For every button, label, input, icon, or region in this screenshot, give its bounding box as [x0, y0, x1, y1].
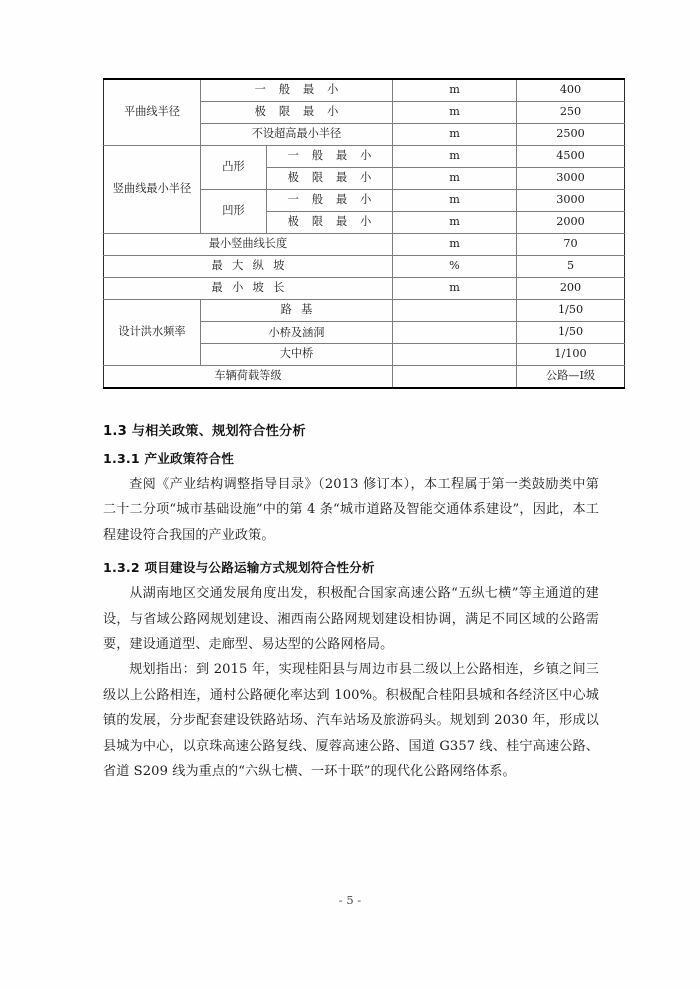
cell-value: 250: [517, 102, 625, 124]
table-row: [104, 256, 625, 278]
cell-category: 平曲线半径: [104, 79, 201, 146]
cell-value: 5: [517, 256, 625, 278]
cell-value: 2500: [517, 124, 625, 146]
cell-unit: [393, 344, 517, 366]
cell-unit: %: [393, 256, 517, 278]
paragraph-plan-details: 规划指出：到 2015 年，实现桂阳县与周边市县二级以上公路相连，乡镇之间三级以上公路相连，通村公路硬化率达到 100%。积极配合桂阳县城和各经济区中心城镇的发展，分步配套建设铁路站场、汽车站场及旅游码头。规划到 2030 年，形成以县城为中心，以京珠高速公路复线、厦蓉高速公路、国道 G357 线、桂宁高速公路、省道 S209 线为重点的“六纵七横、一环十联”的现代化公路网络体系。: [103, 662, 599, 780]
cell-unit: m: [393, 190, 517, 212]
cell-value: 400: [517, 79, 625, 102]
cell-subitem-text: 极 限 最 小: [254, 105, 344, 119]
cell-category: [104, 278, 393, 300]
cell-subitem-text: 一 般 最 小: [254, 83, 344, 97]
road-design-spec-table: [103, 78, 625, 389]
cell-subitem: 大中桥: [201, 344, 393, 366]
cell-value: 3000: [517, 168, 625, 190]
cell-value: 1/50: [517, 322, 625, 344]
section-heading-1-3-2: 1.3.2 项目建设与公路运输方式规划符合性分析: [103, 560, 375, 576]
cell-subcategory: 凹形: [201, 190, 267, 234]
section-heading-1-3-1: 1.3.1 产业政策符合性: [103, 451, 234, 466]
cell-unit: [393, 366, 517, 389]
cell-unit: m: [393, 278, 517, 300]
cell-category: 最小竖曲线长度: [104, 234, 393, 256]
paragraph-transport-planning: 从湖南地区交通发展角度出发，积极配合国家高速公路“五纵七横”等主通道的建设，与省域公路网规划建设、湘西南公路网规划建设相协调，满足不同区域的公路需要，建设通道型、走廊型、易达型的公路网格局。: [103, 586, 599, 653]
page-number-footer: - 5 -: [338, 893, 362, 907]
cell-value: 200: [517, 278, 625, 300]
cell-unit: m: [393, 168, 517, 190]
cell-unit: m: [393, 79, 517, 102]
table-row: [104, 300, 625, 322]
cell-unit: [393, 322, 517, 344]
cell-value: 公路—Ⅰ级: [517, 366, 625, 389]
cell-category-text: 最 小 坡 长: [211, 281, 288, 295]
table-row: [104, 79, 625, 102]
cell-unit: m: [393, 234, 517, 256]
cell-category: 车辆荷载等级: [104, 366, 393, 389]
cell-category: 设计洪水频率: [104, 300, 201, 366]
cell-subitem-text: 路 基: [280, 303, 316, 317]
table-row: [104, 366, 625, 389]
cell-value: 2000: [517, 212, 625, 234]
cell-subitem: [201, 79, 393, 102]
cell-subitem: [267, 168, 393, 190]
cell-unit: [393, 300, 517, 322]
table-row: [104, 234, 625, 256]
cell-value: 70: [517, 234, 625, 256]
cell-unit: m: [393, 124, 517, 146]
cell-category-text: 最 大 纵 坡: [211, 259, 288, 273]
cell-category: 竖曲线最小半径: [104, 146, 201, 234]
cell-subitem: [267, 146, 393, 168]
road-design-spec-table-container: [103, 78, 598, 389]
cell-subitem: 不设超高最小半径: [201, 124, 393, 146]
cell-unit: m: [393, 212, 517, 234]
cell-unit: m: [393, 102, 517, 124]
cell-subitem-text: 一 般 最 小: [287, 149, 377, 163]
cell-value: 4500: [517, 146, 625, 168]
document-body: [103, 420, 599, 784]
cell-subitem: [267, 212, 393, 234]
cell-value: 1/100: [517, 344, 625, 366]
table-row: [104, 146, 625, 168]
table-row: [104, 278, 625, 300]
cell-subcategory: 凸形: [201, 146, 267, 190]
cell-category: [104, 256, 393, 278]
cell-subitem: [201, 300, 393, 322]
cell-subitem: [267, 190, 393, 212]
section-heading-1-3: 1.3 与相关政策、规划符合性分析: [103, 424, 306, 439]
cell-subitem: [201, 322, 393, 344]
cell-subitem: [201, 102, 393, 124]
cell-value: 1/50: [517, 300, 625, 322]
cell-subitem-text: 小桥及涵洞: [268, 326, 325, 339]
cell-subitem-text: 一 般 最 小: [287, 193, 377, 207]
cell-value: 3000: [517, 190, 625, 212]
paragraph-industrial-policy: 查阅《产业结构调整指导目录》（2013 修订本），本工程属于第一类鼓励类中第二十二分项“城市基础设施”中的第 4 条“城市道路及智能交通体系建设”，因此，本工程建设符合我国的产业政策。: [103, 477, 599, 543]
cell-unit: m: [393, 146, 517, 168]
cell-subitem-text: 极 限 最 小: [287, 215, 377, 229]
cell-subitem-text: 极 限 最 小: [287, 171, 377, 185]
